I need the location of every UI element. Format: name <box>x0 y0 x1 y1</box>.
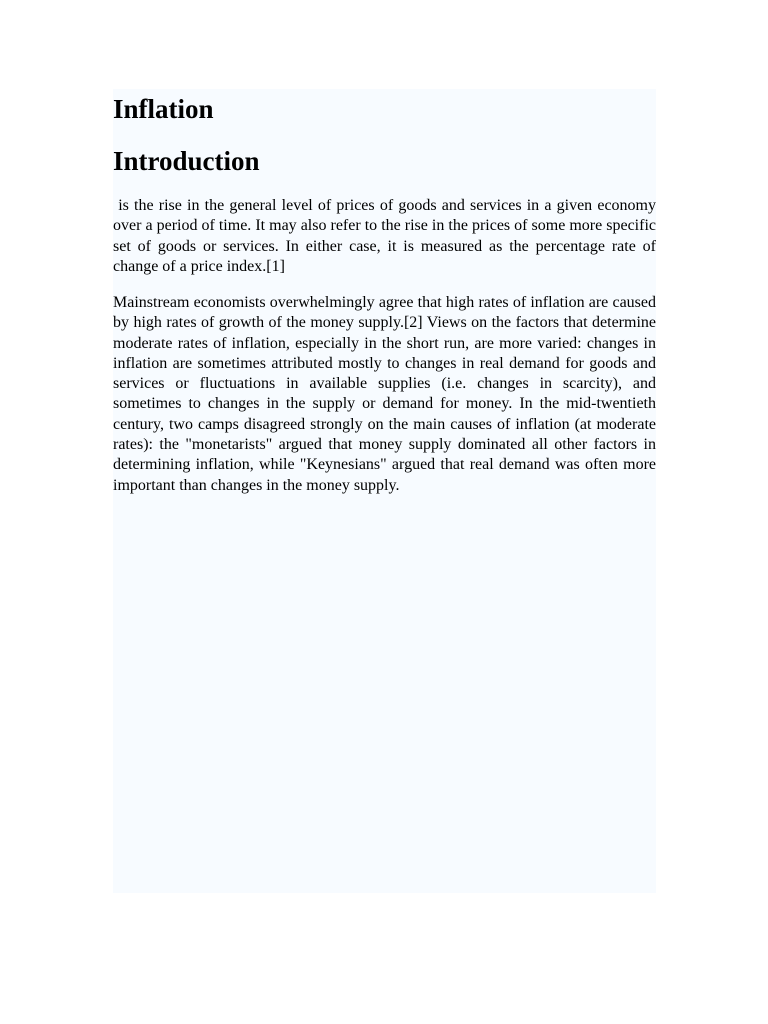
document-title: Inflation <box>113 94 214 124</box>
section-heading-introduction: Introduction <box>113 146 260 176</box>
paragraph-definition: is the rise in the general level of prices of goods and services in a given economy over a period of time. It may also refer to the rise in the prices of some more specific set of goods or services. In either case, it is measured as the percentage rate of change of a price index.[1] <box>113 197 661 275</box>
paragraph-causes: Mainstream economists overwhelmingly agree that high rates of inflation are caused by high rates of growth of the money supply.[2] Views on the factors that determine moderate rates of inflation, especially in the short run, are more varied: changes in inflation are sometimes attributed mostly to changes in real demand for goods and services or fluctuations in available supplies (i.e. changes in scarcity), and sometimes to changes in the supply or demand for money. In the mid-twentieth century, two camps disagreed strongly on the main causes of inflation (at moderate rates): the "monetarists" argued that money supply dominated all other factors in determining inflation, while "Keynesians" argued that real demand was often more important than changes in the money supply. <box>113 294 656 494</box>
document-page <box>113 89 661 893</box>
